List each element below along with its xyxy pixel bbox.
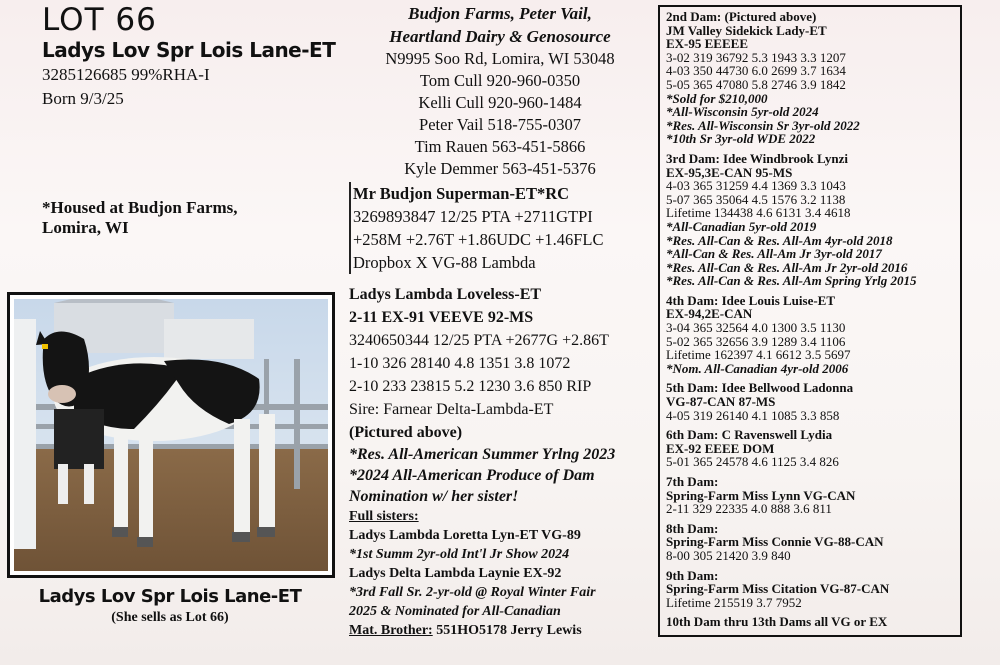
dam2-record: 4-03 350 44730 6.0 2699 3.7 1634: [666, 63, 846, 79]
dam4-heading: 4th Dam: Idee Louis Luise-ET: [666, 292, 836, 308]
contact-line: Tom Cull 920-960-0350: [419, 71, 581, 90]
dam6-heading: 6th Dam: C Ravenswell Lydia: [666, 427, 833, 443]
birth-date: Born 9/3/25: [42, 89, 124, 108]
animal-photo-frame: [7, 292, 335, 578]
dam2-note: *Sold for $210,000: [666, 90, 768, 106]
housing-line-1: *Housed at Budjon Farms,: [42, 198, 238, 217]
maternal-brother: [349, 621, 659, 640]
dam10-13-note: 10th Dam thru 13th Dams all VG or EX: [666, 614, 888, 630]
sister-name: Ladys Delta Lambda Laynie EX-92: [349, 566, 562, 581]
dam-record: 1-10 326 28140 4.8 1351 3.8 1072: [349, 355, 571, 372]
brother-label: Mat. Brother:: [349, 623, 433, 638]
dam3-note: *Res. All-Can & Res. All-Am Jr 2yr-old 2016: [666, 259, 908, 275]
dam2-score: EX-95 EEEEE: [666, 36, 748, 52]
dam-record: 2-10 233 23815 5.2 1230 3.6 850 RIP: [349, 378, 592, 395]
dam-sire: Sire: Farnear Delta-Lambda-ET: [349, 401, 554, 418]
dam9-heading: 9th Dam:: [666, 567, 719, 583]
consignor-block: [345, 2, 655, 180]
dam3-score: EX-95,3E-CAN 95-MS: [666, 164, 793, 180]
brother-name: 551HO5178 Jerry Lewis: [432, 623, 582, 638]
dam5-heading: 5th Dam: Idee Bellwood Ladonna: [666, 380, 854, 396]
dam5-score: VG-87-CAN 87-MS: [666, 394, 776, 410]
dam4-record: 3-04 365 32564 4.0 1300 3.5 1130: [666, 320, 846, 336]
dam-pta: 3240650344 12/25 PTA +2677G +2.86T: [349, 332, 609, 349]
lot-number: LOT 66: [42, 2, 157, 38]
contact-line: Peter Vail 518-755-0307: [419, 115, 581, 134]
registration-line: 3285126685 99%RHA-I: [42, 65, 210, 84]
sire-name: Mr Budjon Superman-ET*RC: [353, 184, 570, 203]
dam3-record: Lifetime 134438 4.6 6131 3.4 4618: [666, 205, 851, 221]
animal-photo: [14, 299, 328, 571]
dam6-record: 5-01 365 24578 4.6 1125 3.4 826: [666, 454, 839, 470]
dam6-score: EX-92 EEEE DOM: [666, 440, 775, 456]
pedigree-box: [658, 5, 962, 637]
sister-name: Ladys Lambda Loretta Lyn-ET VG-89: [349, 528, 581, 543]
dam2-heading: 2nd Dam: (Pictured above): [666, 9, 817, 24]
dam2-note: *Res. All-Wisconsin Sr 3yr-old 2022: [666, 117, 860, 133]
photo-caption-note: (She sells as Lot 66): [111, 610, 229, 625]
dam5-record: 4-05 319 26140 4.1 1085 3.3 858: [666, 407, 840, 423]
contact-line: Kelli Cull 920-960-1484: [418, 93, 582, 112]
animal-name: Ladys Lov Spr Lois Lane-ET: [42, 38, 336, 62]
dam8-heading: 8th Dam:: [666, 520, 719, 536]
dam8-record: 8-00 305 21420 3.9 840: [666, 547, 791, 563]
housing-note: [42, 198, 312, 238]
sire-line-1: 3269893847 12/25 PTA +2711GTPI: [353, 207, 593, 226]
sire-line-2: +258M +2.76T +1.86UDC +1.46FLC: [353, 230, 604, 249]
consignor-line-2: Heartland Dairy & Genosource: [389, 27, 611, 46]
dam4-record: 5-02 365 32656 3.9 1289 3.4 1106: [666, 333, 846, 349]
dam-block: [349, 283, 659, 640]
consignor-address: N9995 Soo Rd, Lomira, WI 53048: [385, 49, 615, 68]
sire-line-3: Dropbox X VG-88 Lambda: [353, 253, 536, 272]
dam-award: *2024 All-American Produce of Dam: [349, 467, 595, 484]
sister-note: *1st Summ 2yr-old Int'l Jr Show 2024: [349, 547, 570, 562]
dam-name: Ladys Lambda Loveless-ET: [349, 286, 542, 303]
contact-line: Kyle Demmer 563-451-5376: [404, 159, 596, 178]
sire-block: [349, 182, 661, 274]
photo-caption-name: Ladys Lov Spr Lois Lane-ET: [38, 586, 302, 607]
dam4-record: Lifetime 162397 4.1 6612 3.5 5697: [666, 347, 851, 363]
dam8-name: Spring-Farm Miss Connie VG-88-CAN: [666, 534, 884, 550]
dam7-record: 2-11 329 22335 4.0 888 3.6 811: [666, 501, 832, 517]
sister-note: 2025 & Nominated for All-Canadian: [349, 604, 561, 619]
dam-pictured-note: (Pictured above): [349, 424, 463, 441]
dam3-heading: 3rd Dam: Idee Windbrook Lynzi: [666, 150, 849, 166]
housing-line-2: Lomira, WI: [42, 218, 129, 237]
dam3-note: *Res. All-Can & Res. All-Am 4yr-old 2018: [666, 232, 893, 248]
dam2-record: 3-02 319 36792 5.3 1943 3.3 1207: [666, 49, 846, 65]
dam9-name: Spring-Farm Miss Citation VG-87-CAN: [666, 581, 890, 597]
dam2-name: JM Valley Sidekick Lady-ET: [666, 22, 827, 38]
dam3-note: *All-Can & Res. All-Am Jr 3yr-old 2017: [666, 246, 882, 262]
dam7-heading: 7th Dam:: [666, 474, 719, 489]
sister-note: *3rd Fall Sr. 2-yr-old @ Royal Winter Fair: [349, 585, 596, 600]
dam3-note: *All-Canadian 5yr-old 2019: [666, 218, 817, 234]
full-sisters-label: Full sisters:: [349, 509, 419, 524]
dam7-name: Spring-Farm Miss Lynn VG-CAN: [666, 487, 856, 503]
dam-score: 2-11 EX-91 VEEVE 92-MS: [349, 309, 534, 326]
contact-line: Tim Rauen 563-451-5866: [414, 137, 586, 156]
dam-award: *Res. All-American Summer Yrlng 2023: [349, 446, 616, 463]
dam3-note: *Res. All-Can & Res. All-Am Spring Yrlg 2015: [666, 273, 917, 289]
dam-award: Nomination w/ her sister!: [349, 488, 519, 505]
dam3-record: 5-07 365 35064 4.5 1576 3.2 1138: [666, 191, 846, 207]
dam2-record: 5-05 365 47080 5.8 2746 3.9 1842: [666, 76, 846, 92]
dam9-record: Lifetime 215519 3.7 7952: [666, 594, 802, 610]
consignor-line-1: Budjon Farms, Peter Vail,: [408, 4, 592, 23]
dam2-note: *All-Wisconsin 5yr-old 2024: [666, 104, 819, 120]
dam4-score: EX-94,2E-CAN: [666, 306, 753, 322]
dam3-record: 4-03 365 31259 4.4 1369 3.3 1043: [666, 178, 846, 194]
calf-photo-illustration: [14, 299, 328, 571]
dam2-note: *10th Sr 3yr-old WDE 2022: [666, 131, 816, 147]
dam4-note: *Nom. All-Canadian 4yr-old 2006: [666, 360, 849, 376]
